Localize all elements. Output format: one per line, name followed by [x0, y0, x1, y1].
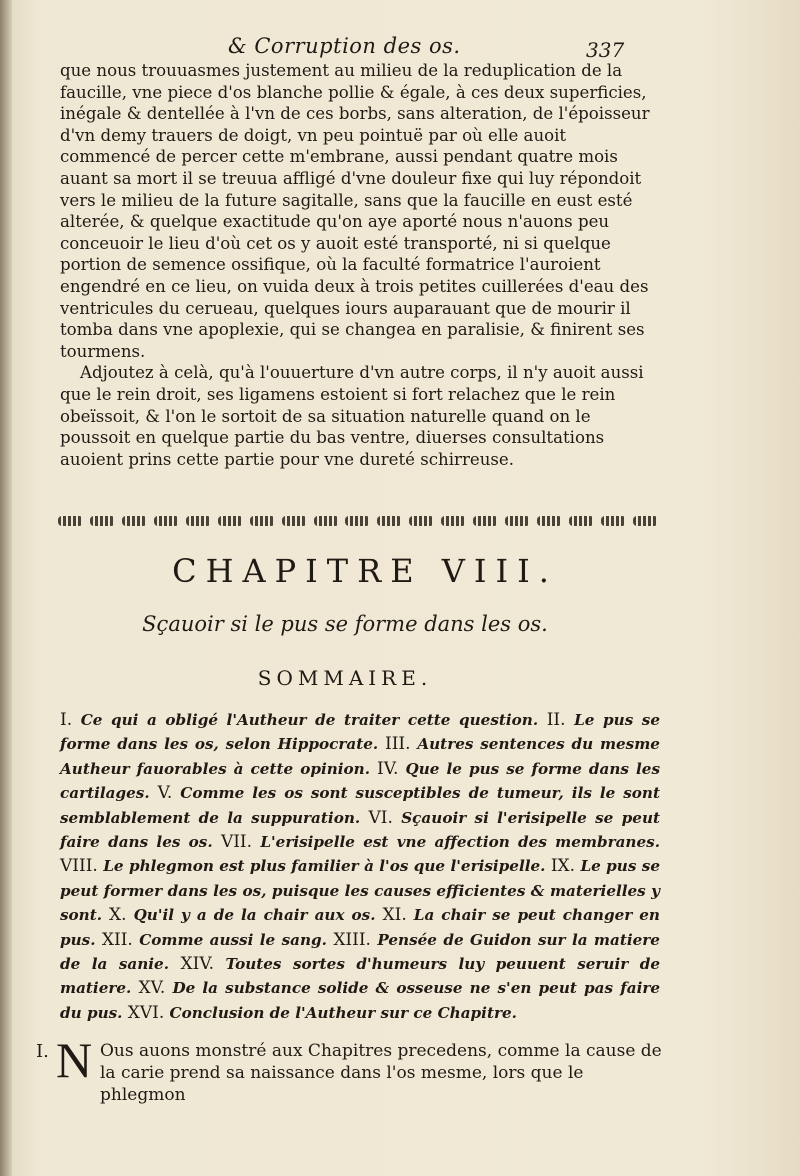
summary-heading: SOMMAIRE.: [257, 666, 433, 690]
summary-number: VI.: [368, 807, 393, 828]
ornament-icon: [345, 516, 370, 526]
summary-number: X.: [109, 905, 127, 926]
summary-number: XI.: [382, 905, 407, 926]
ornament-icon: [505, 516, 530, 526]
opening-line-1: Ous auons monstré aux Chapitres precedens, comme la cause de: [100, 1041, 662, 1061]
summary-entry: Conclusion de l'Autheur sur ce Chapitre.: [169, 1003, 517, 1022]
running-title: & Corruption des os.: [228, 34, 461, 58]
ornament-icon: [569, 516, 594, 526]
summary-entry: Le phlegmon est plus familier à l'os que l'erisipelle.: [103, 857, 546, 876]
summary-number: I.: [60, 710, 73, 730]
ornament-icon: [250, 516, 275, 526]
page-number: 337: [586, 38, 625, 62]
paragraph-1: que nous trouuasmes justement au milieu de la reduplication de la faucille, vne piece d'os blanche pollie & égale, à ces deux superficies, inégale & dentellée à l'vn de ces borbs, sans alteration, de l'époisseur d'vn demy trauers de doigt, vn peu pointuë par où elle auoit commencé de percer cette m'embrane, aussi pendant quatre mois auant sa mort il se treuua affligé d'vne douleur fixe qui luy répondoit vers le milieu de la future sagitalle, sans que la faucille en eust esté alterée, & quelque exactitude qu'on aye aporté nous n'auons peu conceuoir le lieu d'où cet os y auoit esté transporté, ni si quelque portion de semence ossifique, où la faculté formatrice l'auroient engendré en ce lieu, on vuida deux à trois petites cuillerées d'eau des ventricules du cerueau, quelques iours auparauant que de mourir il tomba dans vne apoplexie, qui se changea en paralisie, & finirent ses tourmens.: [60, 61, 650, 361]
ornamental-rule: [58, 512, 658, 530]
summary-entry: Comme aussi le sang.: [139, 930, 327, 949]
ornament-icon: [409, 516, 434, 526]
ornament-icon: [218, 516, 243, 526]
ornament-icon: [377, 516, 402, 526]
chapter-title: CHAPITRE VIII.: [172, 552, 558, 590]
summary-entry: Qu'il y a de la chair aux os.: [133, 906, 376, 925]
summary-entry: L'erisipelle est vne affection des membranes.: [260, 833, 660, 852]
summary-number: XVI.: [127, 1002, 165, 1023]
body-text: [60, 60, 660, 470]
chapter-subtitle: Sçauoir si le pus se forme dans les os.: [142, 612, 548, 636]
ornament-icon: [154, 516, 179, 526]
summary-number: IV.: [377, 758, 399, 779]
summary-number: XII.: [101, 929, 133, 950]
drop-cap: N: [56, 1032, 93, 1088]
summary-number: XV.: [138, 978, 166, 999]
summary-entry: Ce qui a obligé l'Autheur de traiter cette question.: [80, 711, 539, 729]
summary-number: IX.: [550, 856, 576, 877]
opening-line-2: la carie prend sa naissance dans l'os mesme, lors que le phlegmon: [100, 1063, 584, 1105]
summary-list: [60, 708, 660, 1025]
opening-paragraph: [100, 1040, 670, 1106]
summary-entry: La chair se peut changer en pus.: [60, 906, 660, 949]
summary-entry: Que le pus se forme dans les cartilages.: [60, 759, 660, 803]
summary-number: V.: [157, 783, 173, 804]
ornament-icon: [90, 516, 115, 526]
ornament-icon: [58, 516, 83, 526]
ornament-icon: [601, 516, 626, 526]
ornament-icon: [282, 516, 307, 526]
summary-entry: Le pus se peut former dans les os, puisque les causes efficientes & materielles y sont.: [60, 857, 660, 925]
summary-entry: De la substance solide & osseuse ne s'en peut pas faire du pus.: [60, 979, 660, 1022]
ornament-icon: [441, 516, 466, 526]
summary-number: III.: [384, 734, 411, 755]
summary-number: II.: [546, 710, 566, 730]
summary-number: VII.: [220, 832, 253, 853]
summary-entry: Autres sentences du mesme Autheur fauorables à cette opinion.: [60, 735, 660, 778]
summary-number: XIV.: [180, 954, 215, 975]
ornament-icon: [473, 516, 498, 526]
summary-entry: Toutes sortes d'humeurs luy peuuent seruir de matiere.: [60, 955, 660, 998]
paragraph-2: Adjoutez à celà, qu'à l'ouuerture d'vn autre corps, il n'y auoit aussi que le rein droit, ses ligamens estoient si fort relachez que le rein obeïssoit, & l'on le sortoit de sa situation naturelle quand on le poussoit en quelque partie du bas ventre, diuerses consultations auoient prins cette partie pour vne dureté schirreuse.: [60, 363, 644, 469]
summary-entry: Comme les os sont susceptibles de tumeur, ils le sont semblablement de la suppuration.: [60, 784, 660, 827]
summary-entry: Sçauoir si l'erisipelle se peut faire dans les os.: [60, 808, 661, 852]
summary-entry: Le pus se forme dans les os, selon Hippocrate.: [60, 711, 661, 754]
ornament-icon: [537, 516, 562, 526]
ornament-icon: [186, 516, 211, 526]
ornament-icon: [314, 516, 339, 526]
ornament-icon: [122, 516, 147, 526]
section-marker: I.: [36, 1041, 49, 1062]
ornament-icon: [633, 516, 658, 526]
page-header: [0, 30, 800, 64]
summary-number: VIII.: [60, 856, 98, 877]
summary-number: XIII.: [333, 929, 371, 950]
summary-entry: Pensée de Guidon sur la matiere de la sanie.: [60, 930, 660, 974]
